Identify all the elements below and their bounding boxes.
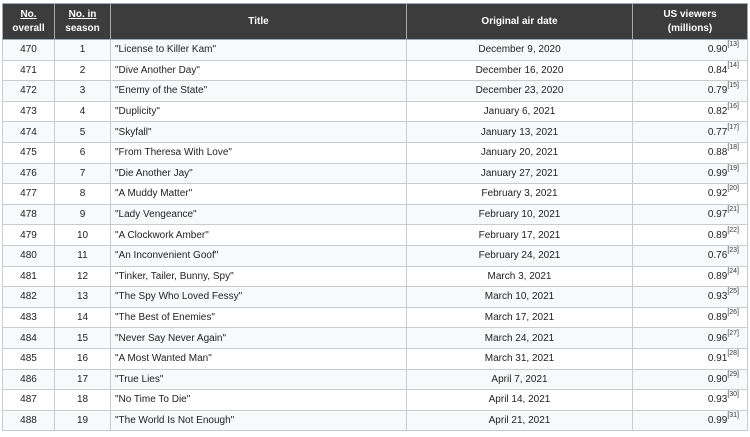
cell-no-season: 13	[55, 287, 111, 308]
viewers-value: 0.93	[707, 394, 728, 406]
viewers-value: 0.88	[707, 147, 728, 159]
reference-link[interactable]: [17]	[727, 123, 739, 131]
cell-no-season: 19	[55, 410, 111, 431]
cell-no-overall: 488	[3, 410, 55, 431]
viewers-value: 0.96	[707, 332, 728, 344]
cell-no-season: 17	[55, 369, 111, 390]
cell-viewers	[633, 142, 748, 163]
viewers-value: 0.93	[707, 291, 728, 303]
cell-title: "Lady Vengeance"	[111, 204, 407, 225]
viewers-value: 0.91	[707, 353, 728, 365]
cell-air-date: April 14, 2021	[407, 390, 633, 411]
cell-title: "The World Is Not Enough"	[111, 410, 407, 431]
cell-no-season: 14	[55, 307, 111, 328]
reference-link[interactable]: [29]	[727, 370, 739, 378]
reference-link[interactable]: [28]	[727, 350, 739, 358]
header-no-season[interactable]	[55, 4, 111, 40]
viewers-value: 0.82	[707, 106, 728, 118]
table-row	[3, 142, 748, 163]
cell-no-overall: 473	[3, 101, 55, 122]
cell-no-overall: 487	[3, 390, 55, 411]
cell-no-overall: 472	[3, 81, 55, 102]
cell-no-overall: 475	[3, 142, 55, 163]
cell-title: "The Best of Enemies"	[111, 307, 407, 328]
viewers-value: 0.99	[707, 414, 728, 426]
reference-link[interactable]: [21]	[727, 206, 739, 214]
viewers-value: 0.90	[707, 373, 728, 385]
cell-title: "An Inconvenient Goof"	[111, 245, 407, 266]
header-title: Title	[111, 4, 407, 40]
cell-no-season: 1	[55, 40, 111, 61]
reference-link[interactable]: [14]	[727, 61, 739, 69]
cell-no-season: 10	[55, 225, 111, 246]
cell-no-overall: 477	[3, 184, 55, 205]
table-row	[3, 81, 748, 102]
viewers-value: 0.89	[707, 229, 728, 241]
cell-air-date: January 27, 2021	[407, 163, 633, 184]
viewers-value: 0.97	[707, 209, 728, 221]
cell-title: "Dive Another Day"	[111, 60, 407, 81]
cell-no-season: 15	[55, 328, 111, 349]
cell-no-season: 16	[55, 348, 111, 369]
viewers-value: 0.90	[707, 44, 728, 56]
reference-link[interactable]: [19]	[727, 164, 739, 172]
cell-viewers	[633, 348, 748, 369]
cell-air-date: February 10, 2021	[407, 204, 633, 225]
cell-title: "Tinker, Tailer, Bunny, Spy"	[111, 266, 407, 287]
header-viewers-line1: US viewers	[663, 8, 717, 20]
cell-no-overall: 485	[3, 348, 55, 369]
cell-air-date: January 13, 2021	[407, 122, 633, 143]
cell-title: "A Most Wanted Man"	[111, 348, 407, 369]
cell-no-season: 8	[55, 184, 111, 205]
cell-air-date: January 20, 2021	[407, 142, 633, 163]
reference-link[interactable]: [23]	[727, 247, 739, 255]
cell-no-season: 4	[55, 101, 111, 122]
header-no-overall-line1[interactable]: No.	[20, 8, 37, 20]
header-viewers-line2: (millions)	[667, 22, 713, 34]
header-no-season-line2: season	[65, 22, 100, 34]
cell-title: "True Lies"	[111, 369, 407, 390]
cell-viewers	[633, 101, 748, 122]
cell-air-date: February 24, 2021	[407, 245, 633, 266]
cell-title: "From Theresa With Love"	[111, 142, 407, 163]
table-row	[3, 410, 748, 431]
cell-air-date: December 23, 2020	[407, 81, 633, 102]
table-row	[3, 101, 748, 122]
cell-title: "Die Another Jay"	[111, 163, 407, 184]
viewers-value: 0.84	[707, 64, 728, 76]
cell-air-date: March 31, 2021	[407, 348, 633, 369]
cell-title: "A Clockwork Amber"	[111, 225, 407, 246]
cell-title: "No Time To Die"	[111, 390, 407, 411]
cell-no-overall: 480	[3, 245, 55, 266]
table-row	[3, 225, 748, 246]
cell-air-date: February 17, 2021	[407, 225, 633, 246]
cell-viewers	[633, 225, 748, 246]
cell-air-date: December 9, 2020	[407, 40, 633, 61]
cell-no-season: 6	[55, 142, 111, 163]
cell-viewers	[633, 245, 748, 266]
cell-title: "License to Killer Kam"	[111, 40, 407, 61]
viewers-value: 0.99	[707, 167, 728, 179]
table-row	[3, 348, 748, 369]
cell-viewers	[633, 369, 748, 390]
viewers-value: 0.92	[707, 188, 728, 200]
cell-no-overall: 479	[3, 225, 55, 246]
reference-link[interactable]: [22]	[727, 226, 739, 234]
reference-link[interactable]: [30]	[727, 391, 739, 399]
cell-viewers	[633, 163, 748, 184]
table-row	[3, 204, 748, 225]
viewers-value: 0.79	[707, 85, 728, 97]
cell-air-date: April 21, 2021	[407, 410, 633, 431]
reference-link[interactable]: [26]	[727, 309, 739, 317]
cell-air-date: March 24, 2021	[407, 328, 633, 349]
cell-title: "Enemy of the State"	[111, 81, 407, 102]
cell-air-date: March 3, 2021	[407, 266, 633, 287]
table-row	[3, 266, 748, 287]
cell-viewers	[633, 307, 748, 328]
cell-title: "Never Say Never Again"	[111, 328, 407, 349]
cell-title: "A Muddy Matter"	[111, 184, 407, 205]
cell-viewers	[633, 266, 748, 287]
viewers-value: 0.76	[707, 250, 728, 262]
cell-title: "Duplicity"	[111, 101, 407, 122]
cell-viewers	[633, 328, 748, 349]
cell-viewers	[633, 184, 748, 205]
cell-no-season: 5	[55, 122, 111, 143]
reference-link[interactable]: [15]	[727, 82, 739, 90]
header-no-season-line1[interactable]: No. in	[68, 8, 97, 20]
cell-no-season: 3	[55, 81, 111, 102]
table-row	[3, 163, 748, 184]
reference-link[interactable]: [18]	[727, 144, 739, 152]
cell-viewers	[633, 81, 748, 102]
cell-viewers	[633, 390, 748, 411]
table-row	[3, 40, 748, 61]
cell-air-date: March 10, 2021	[407, 287, 633, 308]
cell-viewers	[633, 60, 748, 81]
cell-no-overall: 483	[3, 307, 55, 328]
cell-no-season: 2	[55, 60, 111, 81]
viewers-value: 0.89	[707, 270, 728, 282]
table-row	[3, 122, 748, 143]
header-viewers	[633, 4, 748, 40]
cell-title: "The Spy Who Loved Fessy"	[111, 287, 407, 308]
cell-no-season: 11	[55, 245, 111, 266]
cell-no-overall: 471	[3, 60, 55, 81]
cell-no-season: 9	[55, 204, 111, 225]
cell-air-date: January 6, 2021	[407, 101, 633, 122]
reference-link[interactable]: [25]	[727, 288, 739, 296]
reference-link[interactable]: [20]	[727, 185, 739, 193]
reference-link[interactable]: [24]	[727, 267, 739, 275]
episode-table	[2, 3, 748, 431]
cell-viewers	[633, 204, 748, 225]
table-row	[3, 245, 748, 266]
cell-viewers	[633, 287, 748, 308]
cell-viewers	[633, 40, 748, 61]
reference-link[interactable]: [27]	[727, 329, 739, 337]
table-row	[3, 390, 748, 411]
header-air-date: Original air date	[407, 4, 633, 40]
viewers-value: 0.89	[707, 312, 728, 324]
reference-link[interactable]: [31]	[727, 411, 739, 419]
cell-no-season: 18	[55, 390, 111, 411]
cell-no-overall: 470	[3, 40, 55, 61]
table-row	[3, 184, 748, 205]
cell-no-overall: 474	[3, 122, 55, 143]
cell-air-date: March 17, 2021	[407, 307, 633, 328]
viewers-value: 0.77	[707, 126, 728, 138]
cell-no-season: 7	[55, 163, 111, 184]
cell-no-overall: 476	[3, 163, 55, 184]
reference-link[interactable]: [16]	[727, 103, 739, 111]
cell-viewers	[633, 122, 748, 143]
cell-title: "Skyfall"	[111, 122, 407, 143]
table-body	[3, 40, 748, 431]
cell-air-date: February 3, 2021	[407, 184, 633, 205]
cell-viewers	[633, 410, 748, 431]
table-row	[3, 369, 748, 390]
table-header-row	[3, 4, 748, 40]
table-row	[3, 287, 748, 308]
header-no-overall-line2: overall	[12, 22, 45, 34]
reference-link[interactable]: [13]	[727, 41, 739, 49]
cell-no-overall: 486	[3, 369, 55, 390]
cell-no-overall: 482	[3, 287, 55, 308]
cell-no-season: 12	[55, 266, 111, 287]
cell-no-overall: 484	[3, 328, 55, 349]
cell-no-overall: 478	[3, 204, 55, 225]
table-row	[3, 328, 748, 349]
cell-no-overall: 481	[3, 266, 55, 287]
cell-air-date: December 16, 2020	[407, 60, 633, 81]
cell-air-date: April 7, 2021	[407, 369, 633, 390]
header-no-overall[interactable]	[3, 4, 55, 40]
table-row	[3, 60, 748, 81]
table-row	[3, 307, 748, 328]
